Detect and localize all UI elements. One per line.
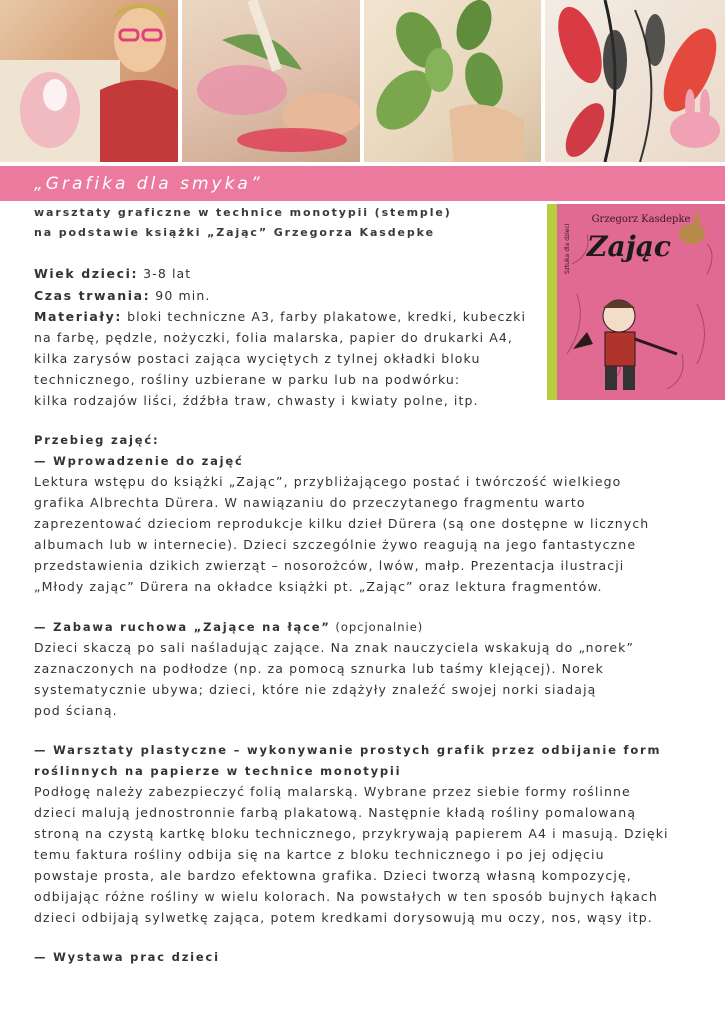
intro-text: „Młody zając” Dürera na okładce książki pt. „Zając” oraz lektura fragmentów. xyxy=(34,579,603,594)
course-heading: Przebieg zajęć: xyxy=(34,433,160,447)
book-spine-label: Sztuka dla dzieci xyxy=(564,223,571,274)
workshop-photo-leaves xyxy=(364,0,542,162)
game-text: Dzieci skaczą po sali naśladując zające. Na znak nauczyciela wskakują do „norek” xyxy=(34,640,635,655)
intro-text: Lektura wstępu do książki „Zając”, przybliżającego postać i twórczość wielkiego xyxy=(34,474,622,489)
intro-text: grafika Albrechta Dürera. W nawiązaniu do przeczytanego fragmentu warto xyxy=(34,495,586,510)
photo-strip xyxy=(0,0,725,162)
workshop-text: Podłogę należy zabezpieczyć folią malarską. Wybrane przez siebie formy roślinne xyxy=(34,784,631,799)
workshop-photo-woman-with-painting xyxy=(0,0,178,162)
photo-illustration xyxy=(182,0,360,162)
book-cover-illustration xyxy=(547,204,725,400)
time-label: Czas trwania: xyxy=(34,288,151,303)
subtitle-line-1: warsztaty graficzne w technice monotypii (stemple) xyxy=(34,206,452,219)
workshop-text: powstaje prosta, ale bardzo efektowna grafika. Dzieci tworzą własną kompozycję, xyxy=(34,868,632,883)
photo-illustration xyxy=(364,0,542,162)
workshop-photo-painting-hands xyxy=(182,0,360,162)
materials-text: bloki techniczne A3, farby plakatowe, kredki, kubeczki xyxy=(122,309,527,324)
game-heading-note: (opcjonalnie) xyxy=(330,620,424,634)
exhibition-heading: — Wystawa prac dzieci xyxy=(34,950,220,964)
page-title: „Grafika dla smyka” xyxy=(34,174,263,194)
workshop-photo-prints xyxy=(545,0,725,162)
subtitle-line-2: na podstawie książki „Zając” Grzegorza Kasdepke xyxy=(34,226,435,239)
time-value: 90 min. xyxy=(150,288,211,303)
intro-text: zaprezentować dzieciom reprodukcje kilku dzieł Dürera (są one dostępne w licznych xyxy=(34,516,650,531)
book-author: Grzegorz Kasdepke xyxy=(591,214,691,225)
age-value: 3-8 lat xyxy=(138,266,192,281)
book-title: Zając xyxy=(587,230,671,263)
workshop-text: dzieci odbijają sylwetkę zająca, potem kredkami dorysowują mu oczy, nos, wąsy itp. xyxy=(34,910,653,925)
materials-text: kilka rodzajów liści, źdźbła traw, chwasty i kwiaty polne, itp. xyxy=(34,393,479,408)
workshop-text: dzieci malują jednostronnie farbą plakatową. Następnie kładą rośliny pomalowaną xyxy=(34,805,637,820)
age-label: Wiek dzieci: xyxy=(34,266,139,281)
book-cover xyxy=(547,204,725,400)
photo-illustration xyxy=(0,0,178,162)
intro-text: albumach lub w internecie). Dzieci szczególnie żywo reagują na jego fantastyczne xyxy=(34,537,637,552)
workshop-heading-line-2: roślinnych na papierze w technice monotypii xyxy=(34,764,402,778)
workshop-heading-line-1: — Warsztaty plastyczne – wykonywanie prostych grafik przez odbijanie form xyxy=(34,743,662,757)
game-heading-text: — Zabawa ruchowa „Zające na łące” xyxy=(34,620,331,634)
materials-text: technicznego, rośliny uzbierane w parku lub na podwórku: xyxy=(34,372,461,387)
workshop-text: temu faktura rośliny odbija się na kartce z bloku technicznego i po jej odjęciu xyxy=(34,847,605,862)
game-text: pod ścianą. xyxy=(34,703,118,718)
workshop-text: odbijając różne rośliny w wielu kolorach. Na powstałych w ten sposób bujnych łąkach xyxy=(34,889,658,904)
materials-label: Materiały: xyxy=(34,309,122,324)
time-line xyxy=(34,288,210,303)
age-line xyxy=(34,266,191,281)
intro-heading: — Wprowadzenie do zajęć xyxy=(34,454,244,468)
materials-text: na farbę, pędzle, nożyczki, folia malarska, papier do drukarki A4, xyxy=(34,330,513,345)
game-text: zaznaczonych na podłodze (np. za pomocą sznurka lub taśmy klejącej). Norek xyxy=(34,661,604,676)
intro-text: przedstawienia dzikich zwierząt – nosorożców, lwów, małp. Prezentacja ilustracji xyxy=(34,558,625,573)
materials-line xyxy=(34,309,526,324)
game-text: systematycznie ubywa; dzieci, które nie zdążyły znaleźć swojej norki siadają xyxy=(34,682,597,697)
game-heading xyxy=(34,620,423,634)
photo-illustration xyxy=(545,0,725,162)
materials-text: kilka zarysów postaci zająca wyciętych z tylnej okładki bloku xyxy=(34,351,481,366)
workshop-text: stroną na czystą kartkę bloku technicznego, przykrywają papierem A4 i masują. Dzięki xyxy=(34,826,669,841)
